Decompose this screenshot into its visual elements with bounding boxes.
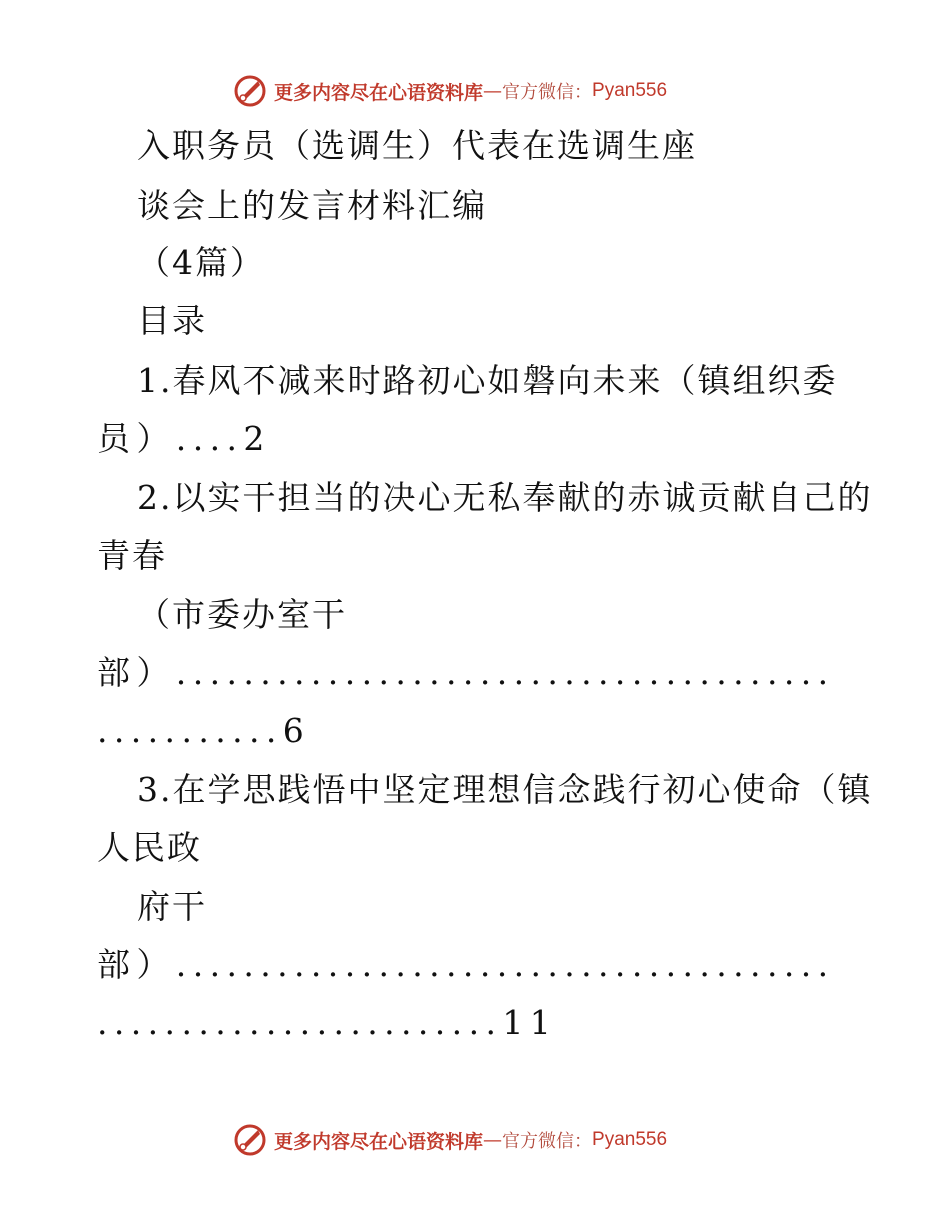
banner-dash: — — [483, 80, 503, 102]
toc-heading: 目录 — [137, 301, 207, 340]
doc-count: （4篇） — [137, 243, 265, 282]
banner-wechat-label: 官方微信： — [502, 1131, 593, 1152]
banner-dash: — — [483, 1129, 503, 1151]
toc-item-2-line-5: ...........6 — [97, 711, 311, 750]
toc-item-3-line-2: 人民政 — [97, 828, 202, 867]
quill-logo-icon — [232, 1122, 268, 1158]
toc-item-1-line-1: 1.春风不减来时路初心如磐向未来（镇组织委 — [137, 361, 838, 400]
toc-item-2-line-2: 青春 — [97, 536, 167, 575]
footer-banner — [232, 1121, 667, 1159]
toc-item-3-line-1: 3.在学思践悟中坚定理想信念践行初心使命（镇 — [137, 770, 873, 809]
toc-item-3-line-5: ........................11 — [97, 1003, 558, 1042]
doc-title-line-2: 谈会上的发言材料汇编 — [137, 186, 487, 225]
banner-wechat-label: 官方微信： — [502, 82, 593, 103]
banner-main-text: 更多内容尽在心语资料库 — [274, 81, 484, 104]
toc-item-2-line-3: （市委办室干 — [137, 595, 347, 634]
toc-item-2-line-4: 部）....................................... — [97, 653, 835, 692]
toc-item-2-line-1: 2.以实干担当的决心无私奉献的赤诚贡献自己的 — [137, 478, 873, 517]
banner-wechat-id: Pyan556 — [592, 1129, 668, 1150]
header-banner — [232, 72, 667, 110]
quill-logo-icon — [232, 73, 268, 109]
banner-wechat-id: Pyan556 — [592, 80, 668, 101]
banner-main-text: 更多内容尽在心语资料库 — [274, 1130, 484, 1153]
doc-title-line-1: 入职务员（选调生）代表在选调生座 — [137, 126, 697, 165]
toc-item-1-line-2: 员）....2 — [97, 419, 271, 458]
toc-item-3-line-4: 部）....................................... — [97, 945, 835, 984]
toc-item-3-line-3: 府干 — [137, 887, 207, 926]
